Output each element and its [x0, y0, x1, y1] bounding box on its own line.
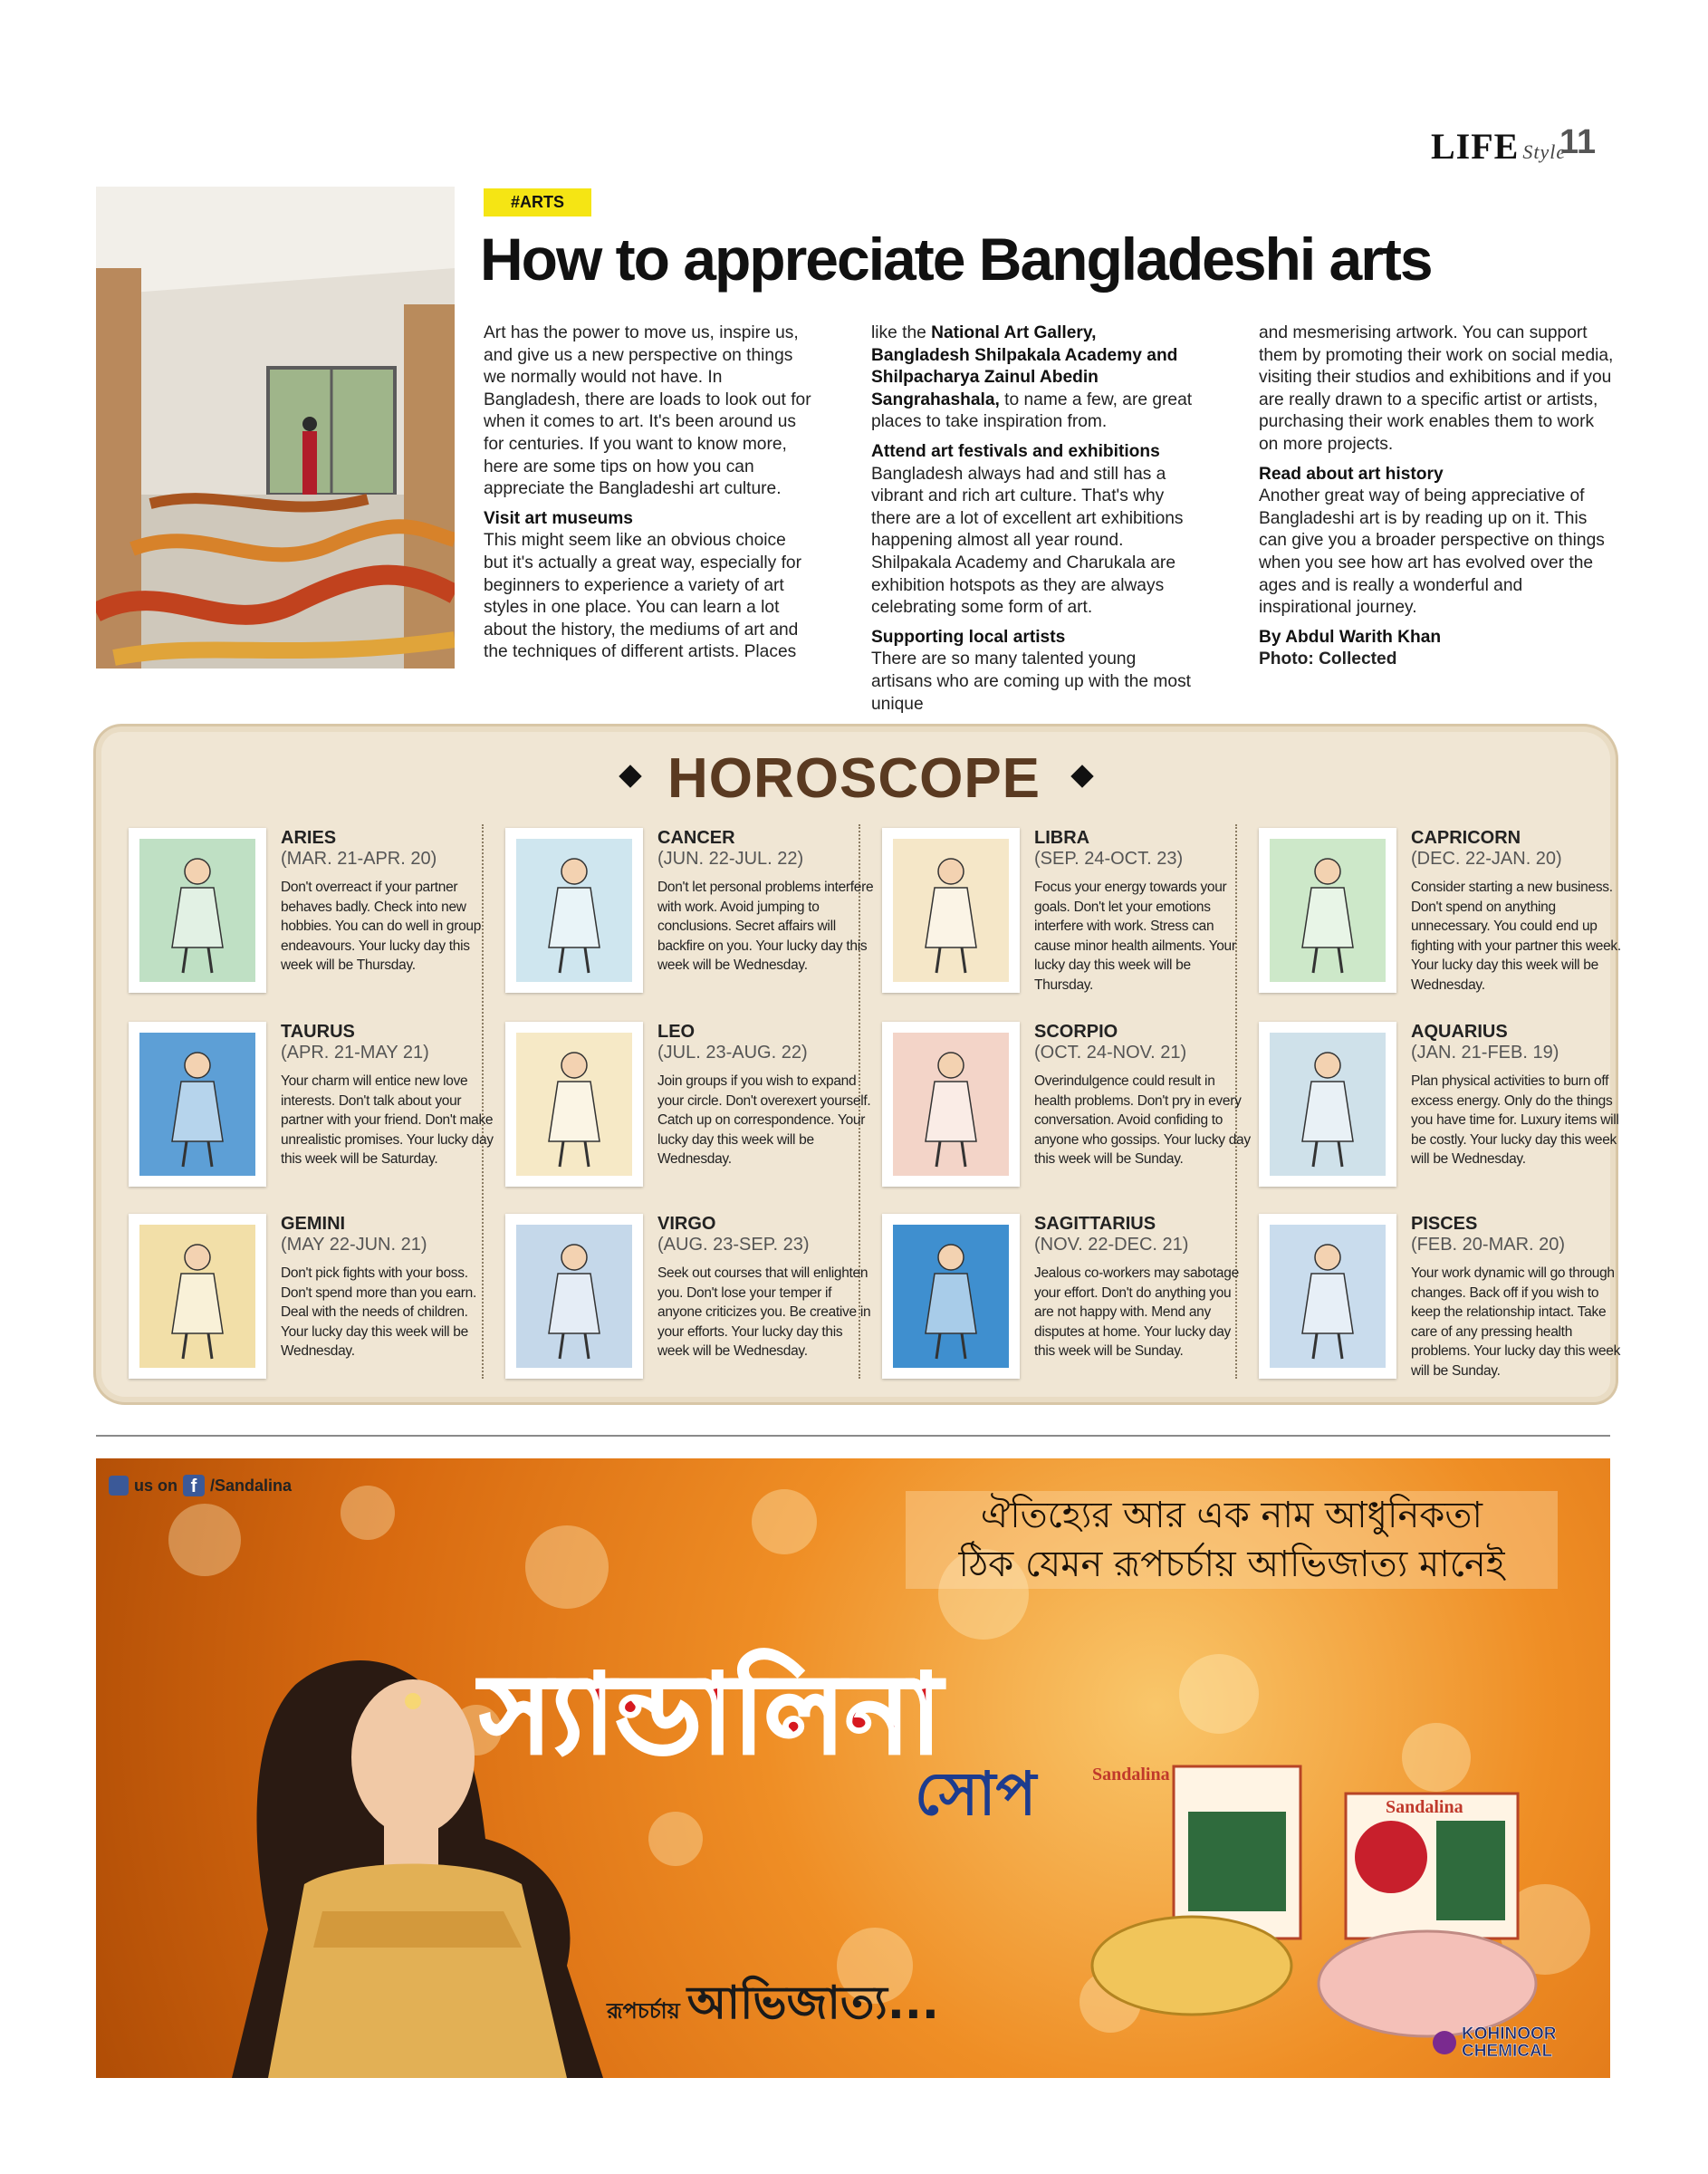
- article-photo: [96, 187, 455, 669]
- sign-forecast: Overindulgence could result in health problems. Don't pry in every conversation. Avoid confiding to anyone who gossips. Your lucky day this week will be Sunday.: [1034, 1073, 1251, 1167]
- horoscope-pisces: [1259, 1214, 1630, 1395]
- sign-forecast: Seek out courses that will enlighten you. Don't lose your temper if anyone criticizes you. Be creative in your efforts. Your lucky day this week will be Wednesday.: [657, 1265, 871, 1359]
- horoscope-taurus: [129, 1022, 500, 1203]
- slogan-big: আভিজাত্য...: [686, 1977, 939, 2029]
- zodiac-illustration: [1259, 1022, 1396, 1187]
- sign-dates: (DEC. 22-JAN. 20): [1411, 849, 1562, 869]
- sign-name: VIRGO: [657, 1214, 716, 1234]
- article-column-3: [1259, 322, 1614, 671]
- social-handle: /Sandalina: [210, 1476, 293, 1495]
- sign-dates: (JUL. 23-AUG. 22): [657, 1043, 808, 1063]
- subhead-museums: Visit art museums: [484, 508, 633, 528]
- facebook-icon: f: [183, 1475, 205, 1496]
- like-icon: [109, 1476, 129, 1496]
- horoscope-aries: [129, 828, 500, 1009]
- horoscope-virgo: [505, 1214, 877, 1395]
- sign-dates: (SEP. 24-OCT. 23): [1034, 849, 1184, 869]
- horoscope-text: [1411, 1214, 1628, 1380]
- sign-dates: (MAR. 21-APR. 20): [281, 849, 437, 869]
- horoscope-text: [1034, 1022, 1252, 1169]
- zodiac-figure-icon: [893, 1033, 1009, 1176]
- brand-name: স্যান্ডালিনা: [480, 1652, 942, 1778]
- zodiac-figure-icon: [893, 1225, 1009, 1368]
- zodiac-illustration: [505, 828, 643, 993]
- article-headline: How to appreciate Bangladeshi arts: [480, 226, 1432, 293]
- zodiac-illustration: [882, 1022, 1020, 1187]
- sign-forecast: Consider starting a new business. Don't spend on anything unnecessary. You could end up fighting with your partner this week. Your lucky day this week will be Wednesday.: [1411, 880, 1621, 993]
- article-intro: Art has the power to move us, inspire us, and give us a new perspective on things we normally would not have. In Bangladesh, there are loads to look out for when it comes to art. It's been around us for centuries. If you want to know more, here are some tips on how you can appreciate the Bangladeshi art culture.: [484, 323, 811, 499]
- horoscope-scorpio: [882, 1022, 1253, 1203]
- social-follow[interactable]: [109, 1475, 292, 1496]
- maker-line-1: KOHINOOR: [1462, 2025, 1557, 2044]
- horoscope-text: [281, 828, 498, 976]
- zodiac-figure-icon: [516, 839, 632, 982]
- horoscope-text: [657, 1214, 875, 1361]
- sign-dates: (APR. 21-MAY 21): [281, 1043, 429, 1063]
- soap-boxes: [1092, 1766, 1536, 2036]
- ad-tagline: [906, 1491, 1558, 1589]
- sign-dates: (JAN. 21-FEB. 19): [1411, 1043, 1559, 1063]
- zodiac-illustration: [882, 828, 1020, 993]
- horoscope-gemini: [129, 1214, 500, 1395]
- zodiac-illustration: [129, 1022, 266, 1187]
- tagline-line-2: ঠিক যেমন রূপচর্চায় আভিজাত্য মানেই: [906, 1540, 1558, 1589]
- sign-dates: (FEB. 20-MAR. 20): [1411, 1235, 1566, 1255]
- horoscope-text: [1034, 828, 1252, 995]
- gallery-installation-illustration: [96, 187, 455, 669]
- sign-name: GEMINI: [281, 1214, 346, 1234]
- sign-forecast: Don't pick fights with your boss. Don't spend more than you earn. Deal with the needs of children. Your lucky day this week will be Wednesday.: [281, 1265, 476, 1359]
- paragraph-artists-cont: and mesmerising artwork. You can support them by promoting their work on social media, visiting their studios and exhibitions and if you are really drawn to a specific artist or artists, purchasing their work enables them to work on more projects.: [1259, 323, 1614, 454]
- zodiac-figure-icon: [139, 1033, 255, 1176]
- section-rule: [96, 1435, 1610, 1437]
- paragraph-history: Another great way of being appreciative of Bangladeshi art is by reading up on it. This can give you a broader perspective on things when you see how art has evolved over the ages and is really a wonderful and inspirational journey.: [1259, 486, 1605, 618]
- product-name: সোপ: [915, 1759, 1037, 1829]
- photo-credit: Photo: Collected: [1259, 649, 1397, 669]
- section-tag: #ARTS: [484, 188, 591, 216]
- horoscope-text: [657, 1022, 875, 1169]
- subhead-local-artists: Supporting local artists: [871, 627, 1066, 647]
- zodiac-illustration: [505, 1214, 643, 1379]
- paragraph-local-artists: There are so many talented young artisans who are coming up with the most unique: [871, 649, 1192, 714]
- zodiac-illustration: [505, 1022, 643, 1187]
- kohinoor-flower-icon: [1433, 2031, 1456, 2054]
- horoscope-text: [1411, 1022, 1628, 1169]
- sign-dates: (OCT. 24-NOV. 21): [1034, 1043, 1187, 1063]
- zodiac-figure-icon: [516, 1225, 632, 1368]
- horoscope-cancer: [505, 828, 877, 1009]
- article-column-2: [871, 322, 1199, 716]
- zodiac-figure-icon: [1270, 1225, 1386, 1368]
- sign-dates: (NOV. 22-DEC. 21): [1034, 1235, 1189, 1255]
- horoscope-text: [1411, 828, 1628, 995]
- zodiac-illustration: [129, 1214, 266, 1379]
- horoscope-text: [281, 1214, 498, 1361]
- sign-dates: (JUN. 22-JUL. 22): [657, 849, 804, 869]
- sign-name: AQUARIUS: [1411, 1022, 1508, 1042]
- pack-label-1: Sandalina: [1092, 1765, 1170, 1784]
- sign-name: LIBRA: [1034, 828, 1090, 848]
- tagline-line-1: ঐতিহ্যের আর এক নাম আধুনিকতা: [906, 1491, 1558, 1540]
- horoscope-capricorn: [1259, 828, 1630, 1009]
- sign-name: CANCER: [657, 828, 735, 848]
- sign-forecast: Don't let personal problems interfere with work. Avoid jumping to conclusions. Secret affairs will backfire on you. Your lucky day this week will be Wednesday.: [657, 880, 874, 973]
- horoscope-leo: [505, 1022, 877, 1203]
- paragraph-places: like the National Art Gallery, Bangladesh Shilpakala Academy and Shilpacharya Zainul Abedin Sangrahashala, to name a few, are great places to take inspiration from.: [871, 323, 1193, 432]
- slogan-small: রূপচর্চায়: [607, 1998, 680, 2024]
- paragraph-museums: This might seem like an obvious choice but it's actually a great way, especially for beginners to experience a variety of art styles in one place. You can learn a lot about the history, the mediums of art and the techniques of different artists. Places: [484, 531, 801, 662]
- sign-forecast: Plan physical activities to burn off excess energy. Only do the things you have time for. Luxury items will be costly. Your lucky day this week will be Wednesday.: [1411, 1073, 1619, 1167]
- sign-name: SCORPIO: [1034, 1022, 1118, 1042]
- sign-name: SAGITTARIUS: [1034, 1214, 1156, 1234]
- horoscope-text: [657, 828, 875, 976]
- sign-name: ARIES: [281, 828, 337, 848]
- sign-forecast: Jealous co-workers may sabotage your effort. Don't do anything you are not happy with. Mend any disputes at home. Your lucky day this week will be Sunday.: [1034, 1265, 1239, 1359]
- zodiac-figure-icon: [893, 839, 1009, 982]
- sign-forecast: Your charm will entice new love interests. Don't talk about your partner with your friend. Don't make unrealistic promises. Your lucky day this week will be Saturday.: [281, 1073, 494, 1167]
- horoscope-text: [1034, 1214, 1252, 1361]
- sign-name: LEO: [657, 1022, 696, 1042]
- byline: By Abdul Warith Khan: [1259, 627, 1442, 647]
- lifestyle-logo: [1431, 125, 1566, 168]
- horoscope-sagittarius: [882, 1214, 1253, 1395]
- horoscope-aquarius: [1259, 1022, 1630, 1203]
- horoscope-text: [281, 1022, 498, 1169]
- zodiac-illustration: [129, 828, 266, 993]
- zodiac-figure-icon: [1270, 1033, 1386, 1176]
- venue-names: National Art Gallery, Bangladesh Shilpakala Academy and Shilpacharya Zainul Abedin Sangrahashala,: [871, 323, 1178, 409]
- sign-name: PISCES: [1411, 1214, 1478, 1234]
- zodiac-illustration: [882, 1214, 1020, 1379]
- maker-line-2: CHEMICAL: [1462, 2042, 1553, 2061]
- sign-dates: (AUG. 23-SEP. 23): [657, 1235, 810, 1255]
- sign-forecast: Focus your energy towards your goals. Don't let your emotions interfere with work. Stress can cause minor health ailments. Your lucky day this week will be Thursday.: [1034, 880, 1236, 993]
- zodiac-illustration: [1259, 1214, 1396, 1379]
- pack-label-2: Sandalina: [1386, 1797, 1463, 1817]
- sign-dates: (MAY 22-JUN. 21): [281, 1235, 427, 1255]
- zodiac-illustration: [1259, 828, 1396, 993]
- zodiac-figure-icon: [139, 839, 255, 982]
- ad-slogan: [607, 1969, 939, 2044]
- logo-main: LIFE: [1431, 126, 1520, 167]
- page-number: 11: [1559, 123, 1597, 161]
- sign-name: CAPRICORN: [1411, 828, 1521, 848]
- zodiac-figure-icon: [516, 1033, 632, 1176]
- article-column-1: [484, 322, 811, 664]
- logo-sub: Style: [1522, 140, 1567, 163]
- zodiac-figure-icon: [1270, 839, 1386, 982]
- subhead-history: Read about art history: [1259, 464, 1444, 484]
- kohinoor-logo: [1433, 2025, 1557, 2060]
- social-prefix: us on: [134, 1476, 178, 1495]
- sign-forecast: Don't overreact if your partner behaves badly. Check into new hobbies. You can do well in group endeavours. Your lucky day this week will be Thursday.: [281, 880, 482, 973]
- sign-forecast: Your work dynamic will go through changes. Back off if you wish to keep the relationship intact. Take care of any pressing health problems. Your lucky day this week will be Sunday.: [1411, 1265, 1621, 1379]
- zodiac-figure-icon: [139, 1225, 255, 1368]
- sign-name: TAURUS: [281, 1022, 355, 1042]
- horoscope-libra: [882, 828, 1253, 1009]
- horoscope-title: HOROSCOPE: [667, 747, 1041, 810]
- paragraph-festivals: Bangladesh always had and still has a vibrant and rich art culture. That's why there are a lot of excellent art exhibitions happening almost all year round. Shilpakala Academy and Charukala are exhibition hotspots as they are always celebrating some form of art.: [871, 464, 1184, 618]
- subhead-festivals: Attend art festivals and exhibitions: [871, 441, 1160, 461]
- sign-forecast: Join groups if you wish to expand your circle. Don't overexert yourself. Catch up on correspondence. Your lucky day this week will be Wednesday.: [657, 1073, 871, 1167]
